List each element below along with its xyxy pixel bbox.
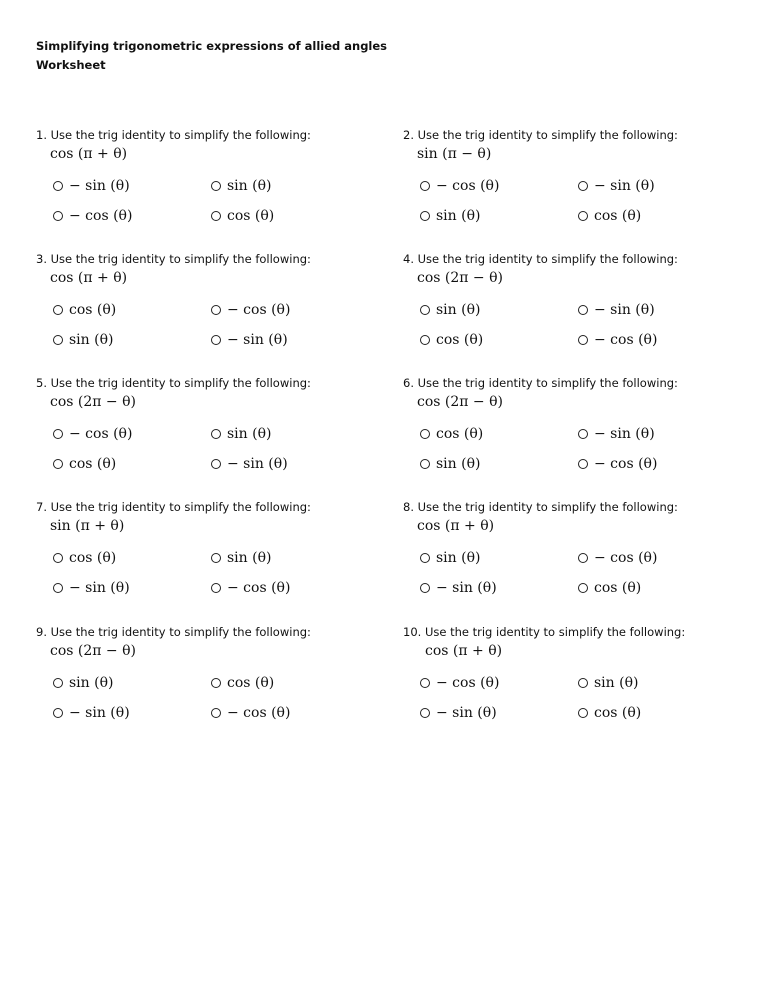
radio-circle-icon[interactable] <box>211 678 221 688</box>
question-prompt: 3. Use the trig identity to simplify the following: <box>36 252 311 266</box>
radio-circle-icon[interactable] <box>211 181 221 191</box>
radio-circle-icon[interactable] <box>420 708 430 718</box>
answer-option-label: sin (θ) <box>69 675 114 691</box>
radio-circle-icon[interactable] <box>211 583 221 593</box>
answer-option-label: sin (θ) <box>436 208 481 224</box>
question-prompt: 10. Use the trig identity to simplify the following: <box>403 625 686 639</box>
radio-circle-icon[interactable] <box>211 708 221 718</box>
radio-circle-icon[interactable] <box>578 553 588 563</box>
answer-option[interactable] <box>420 550 480 566</box>
answer-option[interactable] <box>420 178 499 194</box>
radio-circle-icon[interactable] <box>578 459 588 469</box>
question-prompt: 6. Use the trig identity to simplify the following: <box>403 376 678 390</box>
answer-option-label: − cos (θ) <box>227 580 291 596</box>
radio-circle-icon[interactable] <box>53 708 63 718</box>
question-expression: sin (π − θ) <box>417 146 492 162</box>
radio-circle-icon[interactable] <box>53 181 63 191</box>
radio-circle-icon[interactable] <box>420 583 430 593</box>
answer-option-label: cos (θ) <box>69 456 117 472</box>
answer-option[interactable] <box>211 332 288 348</box>
radio-circle-icon[interactable] <box>420 305 430 315</box>
answer-option-label: cos (θ) <box>227 675 275 691</box>
question-expression: cos (π + θ) <box>417 518 495 534</box>
worksheet-title: Simplifying trigonometric expressions of allied angles <box>36 39 388 53</box>
answer-option[interactable] <box>578 705 641 721</box>
radio-circle-icon[interactable] <box>211 305 221 315</box>
worksheet-header <box>36 37 387 75</box>
question-5 <box>36 376 376 472</box>
question-6 <box>403 376 743 472</box>
radio-circle-icon[interactable] <box>578 678 588 688</box>
answer-option-label: − cos (θ) <box>69 208 133 224</box>
answer-option[interactable] <box>53 426 132 442</box>
radio-circle-icon[interactable] <box>211 553 221 563</box>
question-prompt: 8. Use the trig identity to simplify the following: <box>403 500 678 514</box>
answer-option[interactable] <box>211 675 274 691</box>
answer-option[interactable] <box>420 426 483 442</box>
answer-option-label: − cos (θ) <box>69 426 133 442</box>
answer-option[interactable] <box>578 178 655 194</box>
radio-circle-icon[interactable] <box>211 335 221 345</box>
answer-option-label: − cos (θ) <box>436 675 500 691</box>
answer-option-label: cos (θ) <box>436 426 484 442</box>
answer-option[interactable] <box>211 550 271 566</box>
question-9 <box>36 625 376 721</box>
radio-circle-icon[interactable] <box>578 181 588 191</box>
question-prompt: 4. Use the trig identity to simplify the following: <box>403 252 678 266</box>
answer-option[interactable] <box>53 550 116 566</box>
answer-option[interactable] <box>211 705 290 721</box>
radio-circle-icon[interactable] <box>420 181 430 191</box>
question-8 <box>403 500 743 596</box>
question-2 <box>403 128 743 224</box>
answer-option[interactable] <box>53 675 113 691</box>
answer-option[interactable] <box>420 456 480 472</box>
answer-option[interactable] <box>420 332 483 348</box>
answer-option-label: − sin (θ) <box>69 705 130 721</box>
answer-option-label: − cos (θ) <box>594 550 658 566</box>
answer-option-label: sin (θ) <box>436 456 481 472</box>
question-prompt: 1. Use the trig identity to simplify the following: <box>36 128 311 142</box>
radio-circle-icon[interactable] <box>420 211 430 221</box>
answer-option-label: − cos (θ) <box>436 178 500 194</box>
answer-option-label: sin (θ) <box>227 426 272 442</box>
answer-option[interactable] <box>211 580 290 596</box>
radio-circle-icon[interactable] <box>211 459 221 469</box>
answer-option[interactable] <box>211 456 288 472</box>
answer-option[interactable] <box>211 302 290 318</box>
question-expression: cos (2π − θ) <box>50 394 136 410</box>
answer-option-label: cos (θ) <box>69 550 117 566</box>
radio-circle-icon[interactable] <box>578 429 588 439</box>
answer-option-label: sin (θ) <box>436 550 481 566</box>
answer-option-label: sin (θ) <box>436 302 481 318</box>
answer-option-label: cos (θ) <box>594 208 642 224</box>
question-expression: sin (π + θ) <box>50 518 125 534</box>
answer-option-label: sin (θ) <box>227 550 272 566</box>
question-1 <box>36 128 376 224</box>
radio-circle-icon[interactable] <box>211 429 221 439</box>
question-3 <box>36 252 376 348</box>
answer-option[interactable] <box>420 675 499 691</box>
radio-circle-icon[interactable] <box>211 211 221 221</box>
radio-circle-icon[interactable] <box>53 583 63 593</box>
answer-option-label: sin (θ) <box>594 675 639 691</box>
answer-option-label: − cos (θ) <box>594 456 658 472</box>
answer-option[interactable] <box>578 456 657 472</box>
radio-circle-icon[interactable] <box>53 678 63 688</box>
answer-option[interactable] <box>420 580 497 596</box>
answer-option[interactable] <box>420 208 480 224</box>
question-expression: cos (π + θ) <box>50 146 128 162</box>
answer-option-label: − sin (θ) <box>436 580 497 596</box>
answer-option[interactable] <box>53 208 132 224</box>
question-expression: cos (2π − θ) <box>417 394 503 410</box>
answer-option[interactable] <box>211 208 274 224</box>
question-4 <box>403 252 743 348</box>
answer-option[interactable] <box>53 456 116 472</box>
answer-option-label: − sin (θ) <box>227 456 288 472</box>
question-10 <box>403 625 743 721</box>
answer-option-label: − sin (θ) <box>594 426 655 442</box>
answer-option[interactable] <box>53 332 113 348</box>
radio-circle-icon[interactable] <box>53 459 63 469</box>
radio-circle-icon[interactable] <box>53 335 63 345</box>
question-expression: cos (2π − θ) <box>417 270 503 286</box>
radio-circle-icon[interactable] <box>578 335 588 345</box>
answer-option-label: sin (θ) <box>69 332 114 348</box>
answer-option[interactable] <box>578 675 638 691</box>
answer-option[interactable] <box>53 705 130 721</box>
question-prompt: 5. Use the trig identity to simplify the following: <box>36 376 311 390</box>
question-prompt: 2. Use the trig identity to simplify the following: <box>403 128 678 142</box>
answer-option[interactable] <box>578 302 655 318</box>
answer-option[interactable] <box>578 208 641 224</box>
question-expression: cos (2π − θ) <box>50 643 136 659</box>
answer-option[interactable] <box>578 332 657 348</box>
answer-option[interactable] <box>578 550 657 566</box>
answer-option[interactable] <box>420 302 480 318</box>
answer-option[interactable] <box>53 178 130 194</box>
radio-circle-icon[interactable] <box>53 553 63 563</box>
worksheet-subtitle: Worksheet <box>36 58 106 72</box>
answer-option-label: − sin (θ) <box>69 178 130 194</box>
answer-option-label: cos (θ) <box>594 705 642 721</box>
answer-option-label: − sin (θ) <box>436 705 497 721</box>
radio-circle-icon[interactable] <box>578 305 588 315</box>
answer-option-label: − sin (θ) <box>594 178 655 194</box>
question-prompt: 9. Use the trig identity to simplify the following: <box>36 625 311 639</box>
answer-option-label: cos (θ) <box>227 208 275 224</box>
radio-circle-icon[interactable] <box>420 553 430 563</box>
answer-option-label: − cos (θ) <box>227 705 291 721</box>
answer-option-label: − sin (θ) <box>69 580 130 596</box>
radio-circle-icon[interactable] <box>578 583 588 593</box>
radio-circle-icon[interactable] <box>53 305 63 315</box>
radio-circle-icon[interactable] <box>420 459 430 469</box>
answer-option-label: sin (θ) <box>227 178 272 194</box>
answer-option[interactable] <box>53 302 116 318</box>
question-prompt: 7. Use the trig identity to simplify the following: <box>36 500 311 514</box>
answer-option[interactable] <box>578 580 641 596</box>
answer-option-label: − cos (θ) <box>594 332 658 348</box>
radio-circle-icon[interactable] <box>420 429 430 439</box>
radio-circle-icon[interactable] <box>578 708 588 718</box>
radio-circle-icon[interactable] <box>53 429 63 439</box>
answer-option[interactable] <box>53 580 130 596</box>
answer-option[interactable] <box>211 178 271 194</box>
radio-circle-icon[interactable] <box>53 211 63 221</box>
answer-option[interactable] <box>420 705 497 721</box>
answer-option-label: cos (θ) <box>69 302 117 318</box>
answer-option[interactable] <box>578 426 655 442</box>
answer-option-label: − sin (θ) <box>594 302 655 318</box>
answer-option-label: − sin (θ) <box>227 332 288 348</box>
question-expression: cos (π + θ) <box>50 270 128 286</box>
answer-option[interactable] <box>211 426 271 442</box>
radio-circle-icon[interactable] <box>420 335 430 345</box>
answer-option-label: cos (θ) <box>436 332 484 348</box>
radio-circle-icon[interactable] <box>420 678 430 688</box>
answer-option-label: cos (θ) <box>594 580 642 596</box>
question-expression: cos (π + θ) <box>425 643 503 659</box>
radio-circle-icon[interactable] <box>578 211 588 221</box>
answer-option-label: − cos (θ) <box>227 302 291 318</box>
question-7 <box>36 500 376 596</box>
